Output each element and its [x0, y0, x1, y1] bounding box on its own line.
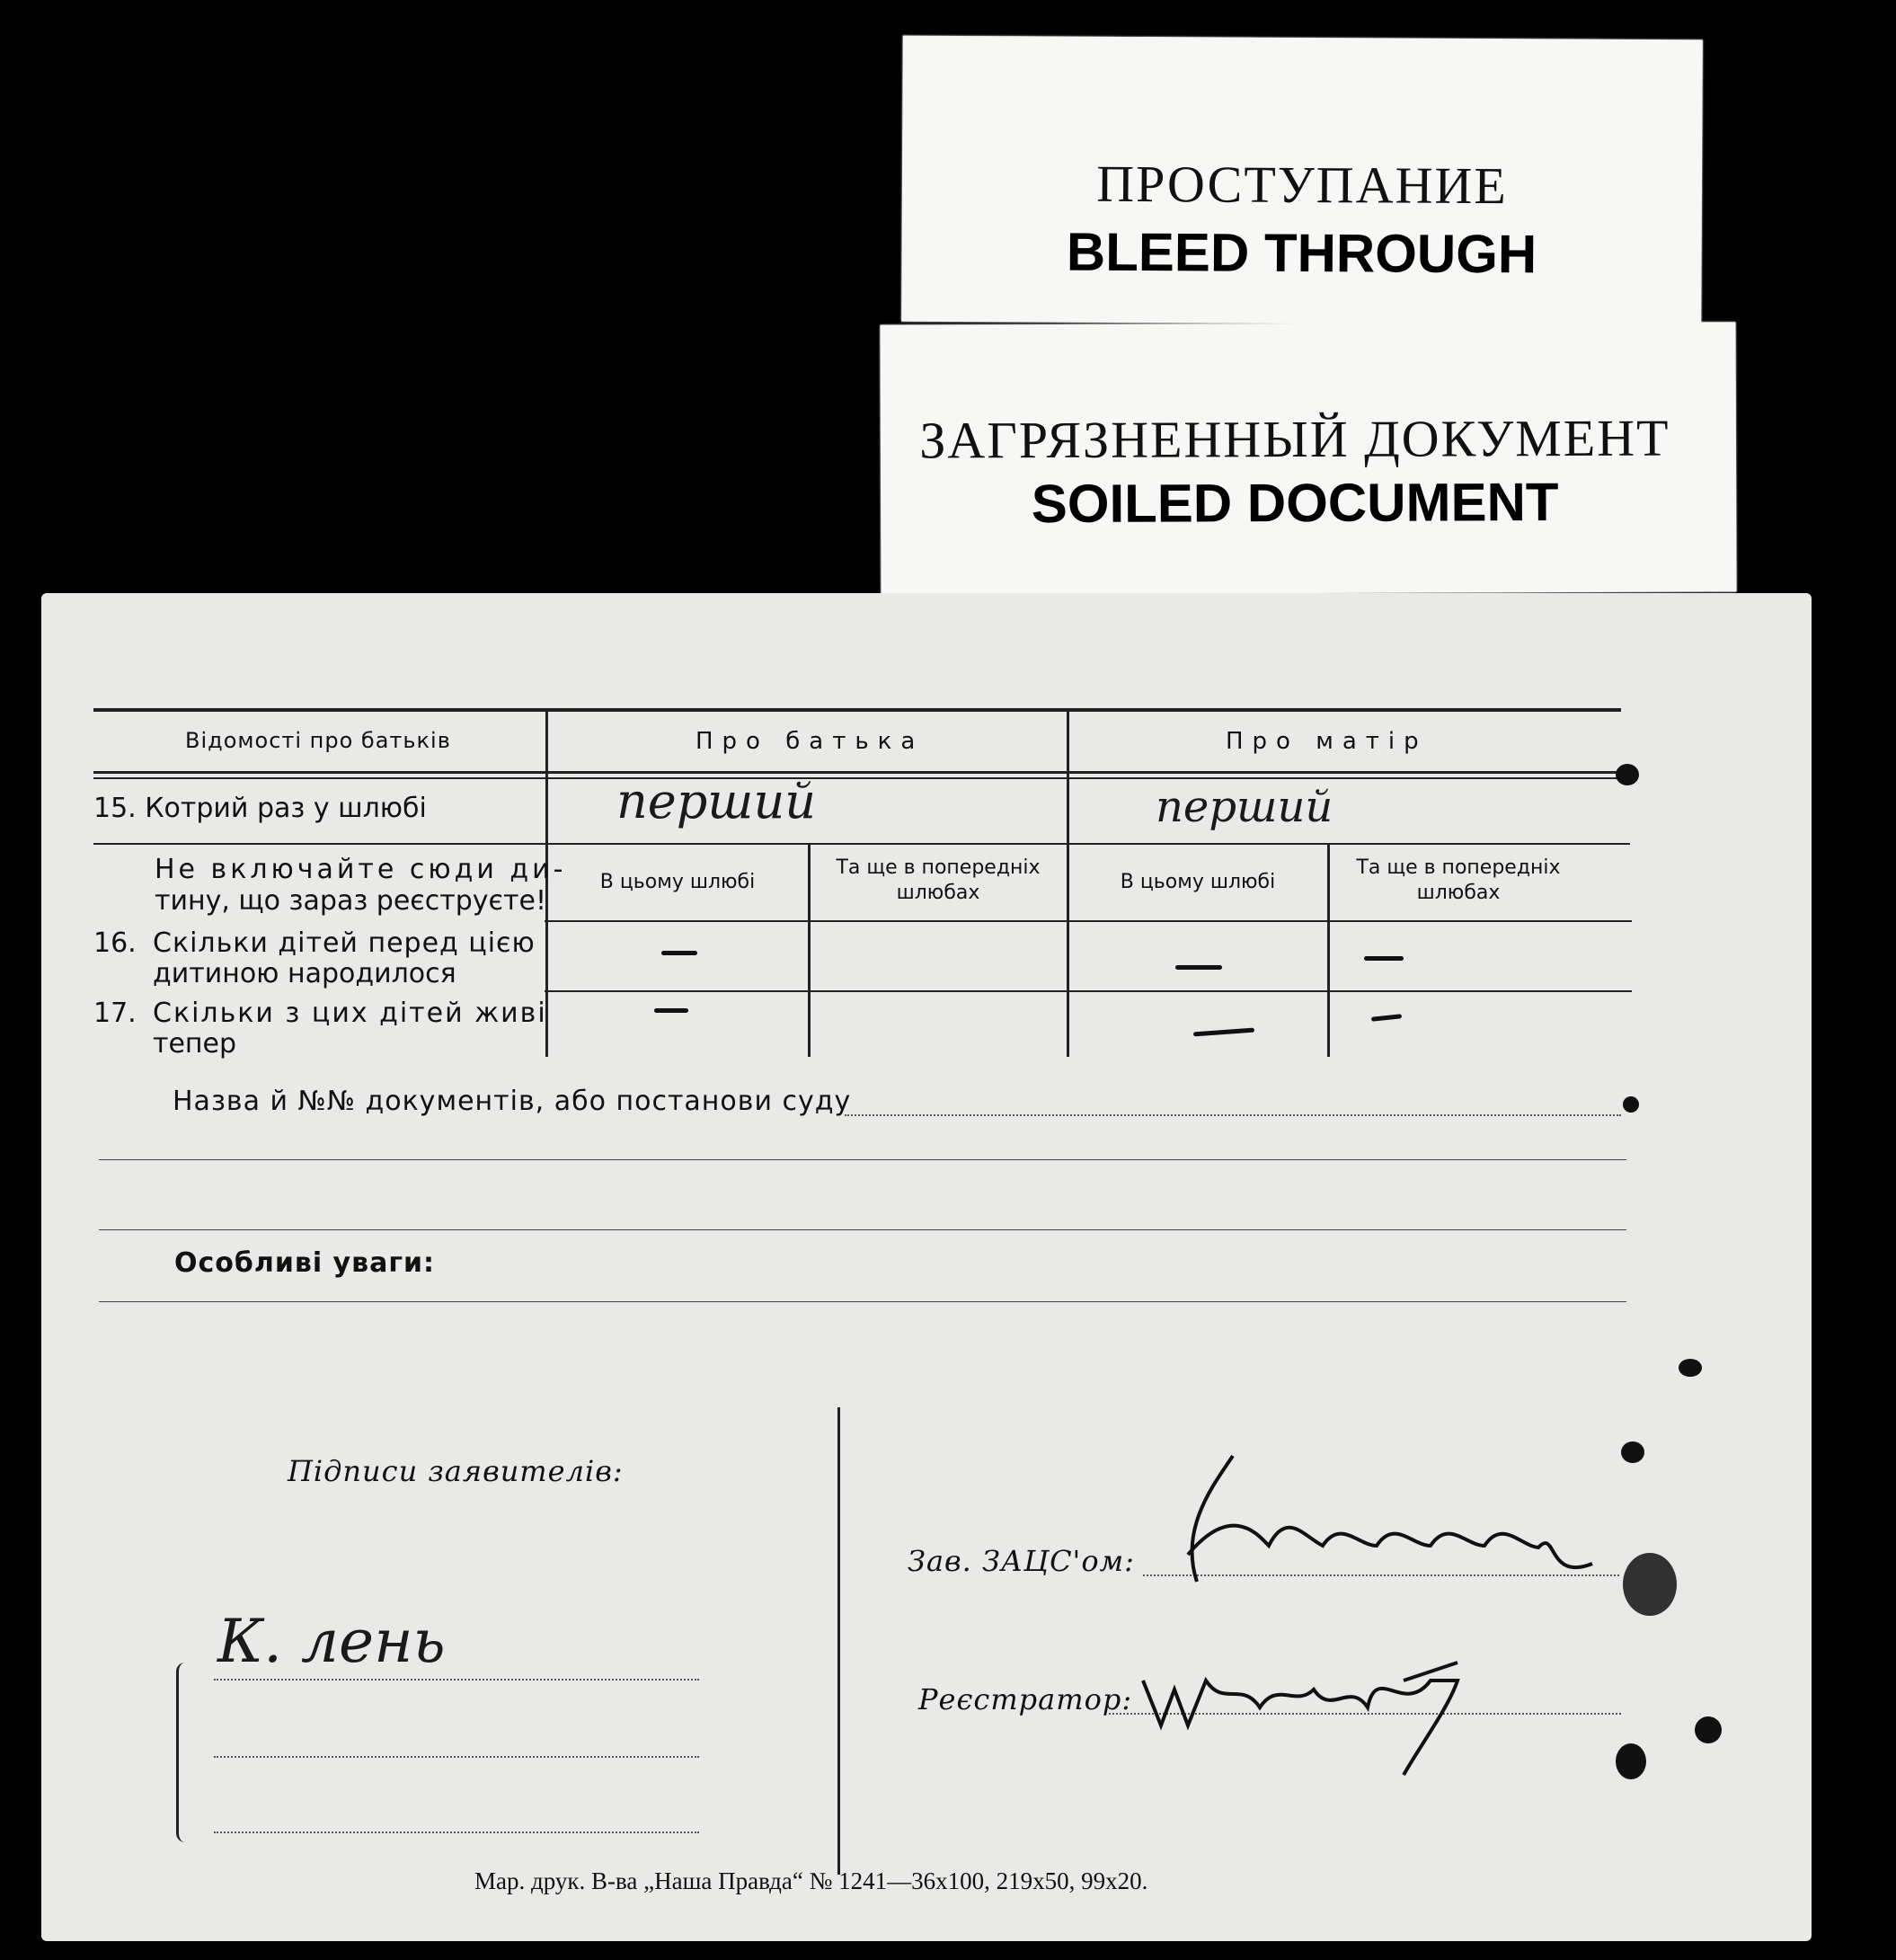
table-subheader-rule: [545, 920, 1632, 922]
printer-footer: Мар. друк. В-ва „Наша Правда“ № 1241—36x100, 219x50, 99x20.: [474, 1867, 1148, 1894]
subheader-father-previous: [812, 856, 1064, 906]
ink-stain: [1623, 1553, 1677, 1616]
applicant-signature: К. лень: [217, 1607, 446, 1676]
row16-father-current-dash: [661, 951, 697, 955]
remarks-line: [99, 1301, 1626, 1302]
row17-line2: тепер: [153, 1028, 237, 1060]
punch-hole: [1679, 1359, 1702, 1377]
subheader-mother-current: В цьому шлюбі: [1120, 871, 1276, 893]
row15-father-value: перший: [616, 773, 817, 829]
documents-label: Назва й №№ документів, або постанови суду: [173, 1086, 852, 1117]
subheader-father-previous-l1: Та ще в попередніх: [836, 856, 1041, 879]
row15-label: 15. Котрий раз у шлюбі: [93, 793, 427, 824]
table-row16-rule: [545, 990, 1632, 992]
head-of-registry-label: Зав. ЗАЦС'ом:: [908, 1544, 1135, 1578]
subheader-mother-previous-l2: шлюбах: [1416, 882, 1501, 904]
applicant-line-3: [214, 1831, 699, 1833]
table-row-rule: [93, 843, 1630, 845]
registrar-label: Реєстратор:: [918, 1682, 1133, 1716]
bleed-through-en: BLEED THROUGH: [1066, 221, 1537, 285]
row16-line1: Скільки дітей перед цією: [153, 927, 536, 959]
punch-hole: [1616, 764, 1639, 785]
signature-divider: [837, 1407, 840, 1875]
registration-form: [41, 593, 1812, 1941]
subheader-mother-previous: [1332, 856, 1585, 906]
subheader-father-previous-l2: шлюбах: [896, 882, 980, 904]
bleed-through-card: [901, 36, 1703, 326]
documents-dotted-line: [845, 1114, 1621, 1116]
row17-line1: Скільки з цих дітей живі: [153, 998, 547, 1029]
punch-hole: [1623, 1096, 1639, 1113]
row15-mother-value: перший: [1156, 782, 1333, 832]
applicants-label: Підписи заявителів:: [288, 1454, 624, 1488]
applicant-line-2: [214, 1756, 699, 1758]
subheader-mother-previous-l1: Та ще в попередніх: [1356, 856, 1561, 879]
soiled-document-ru: ЗАГРЯЗНЕННЫЙ ДОКУМЕНТ: [919, 408, 1670, 470]
header-mother: Про матір: [1226, 728, 1428, 755]
registrar-signature: [1134, 1627, 1511, 1779]
applicant-line-1: [214, 1679, 699, 1681]
table-header-rule: [93, 771, 1621, 774]
applicant-brace: [176, 1663, 191, 1842]
table-header-rule-2: [93, 777, 1621, 779]
soiled-document-card: [880, 322, 1736, 594]
row16-number: 16.: [93, 927, 137, 959]
row16-mother-previous-dash: [1364, 956, 1404, 961]
soiled-document-en: SOILED DOCUMENT: [1031, 472, 1559, 535]
documents-line-3: [99, 1229, 1626, 1230]
row17-father-current-dash: [654, 1008, 688, 1013]
remarks-label: Особливі уваги:: [174, 1247, 436, 1279]
row17-mother-current-dash: [1193, 1028, 1254, 1037]
row17-mother-previous-dash: [1371, 1014, 1402, 1022]
punch-hole: [1621, 1441, 1644, 1463]
header-parents-info: Відомості про батьків: [185, 728, 451, 753]
table-col-divider-4: [1327, 845, 1330, 1057]
note-line1: Не включайте сюди ди-: [155, 854, 567, 885]
note-line2: тину, що зараз реєструєте!: [155, 885, 546, 917]
table-col-divider-3: [808, 845, 811, 1057]
header-father: Про батька: [695, 728, 925, 755]
row17-number: 17.: [93, 998, 137, 1029]
bleed-through-ru: ПРОСТУПАНИЕ: [1095, 154, 1508, 216]
punch-hole: [1616, 1743, 1646, 1779]
table-top-rule: [93, 708, 1621, 712]
row16-line2: дитиною народилося: [153, 958, 456, 989]
punch-hole: [1695, 1716, 1722, 1743]
subheader-father-current: В цьому шлюбі: [599, 871, 756, 893]
head-signature: [1161, 1447, 1610, 1600]
row16-mother-current-dash: [1175, 965, 1222, 970]
documents-line-2: [99, 1159, 1626, 1160]
